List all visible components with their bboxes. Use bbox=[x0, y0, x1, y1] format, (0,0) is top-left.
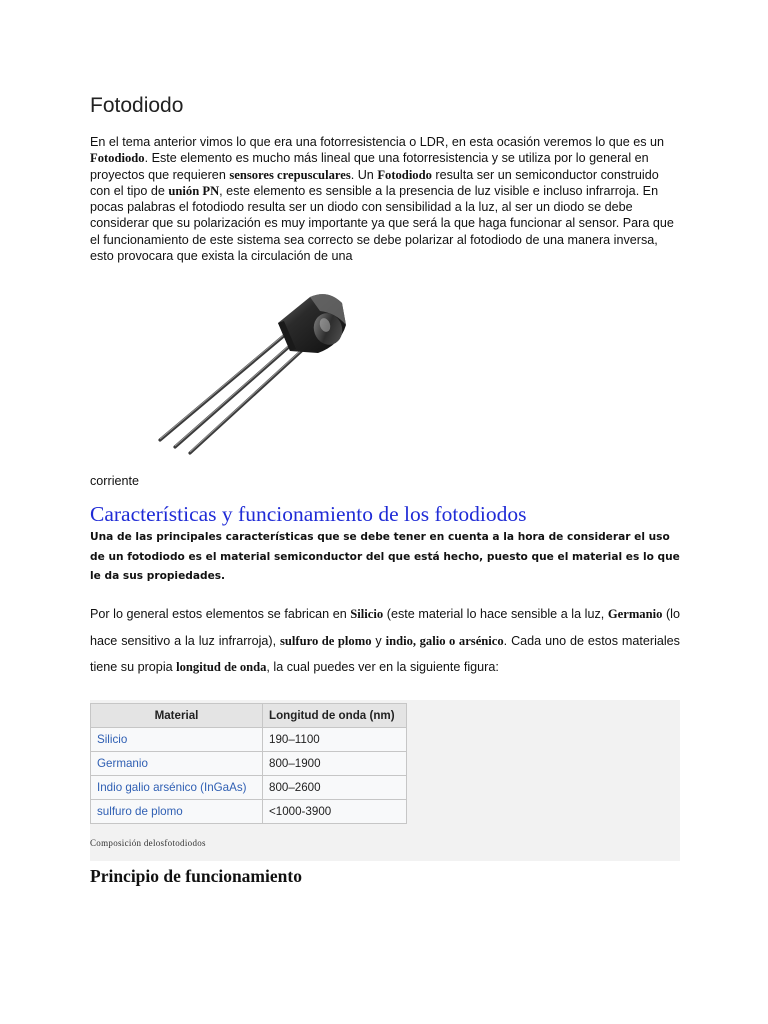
wavelength-cell: 190–1100 bbox=[263, 728, 407, 752]
table-header-material: Material bbox=[91, 704, 263, 728]
para2-text-4: y bbox=[371, 633, 386, 648]
photodiode-photo bbox=[150, 285, 360, 455]
intro-text-1: En el tema anterior vimos lo que era una fotorresistencia o LDR, en esta ocasión veremos lo que es un bbox=[90, 135, 665, 149]
para2-text-6: , la cual puedes ver en la siguiente figura: bbox=[266, 660, 499, 674]
para2-bold-indio: indio, galio o arsénico bbox=[385, 633, 504, 648]
intro-text-5: , este elemento es sensible a la presencia de luz visible e incluso infrarroja. En pocas palabras el fotodiodo resulta ser un diodo con sensibilidad a la luz, al ser un diodo se debe considerar que su polarización es muy importante ya que será la que haga funcionar al sensor. Para que el funcionamiento de este sistema sea correcto se debe polarizar al fotodiodo de una manera inversa, esto provocara que exista la circulación de una bbox=[90, 183, 674, 264]
materials-table bbox=[90, 703, 407, 824]
corriente-word: corriente bbox=[90, 474, 139, 488]
para2-text-2: (este material lo hace sensible a la luz, bbox=[383, 607, 608, 621]
para2-bold-longitud: longitud de onda bbox=[176, 660, 267, 674]
intro-bold-union-pn: unión PN bbox=[168, 183, 220, 198]
figure-caption: Composición delosfotodiodos bbox=[90, 838, 206, 848]
table-row bbox=[91, 800, 407, 824]
para2-text-5: . Cada uno de estos materiales tiene su propia bbox=[90, 633, 680, 674]
material-link[interactable]: sulfuro de plomo bbox=[91, 800, 263, 824]
para2-text-3: (lo hace sensitivo a la luz infrarroja), bbox=[90, 607, 680, 648]
para2-bold-silicio: Silicio bbox=[350, 607, 384, 621]
para2-bold-germanio: Germanio bbox=[607, 607, 663, 621]
wavelength-cell: 800–2600 bbox=[263, 776, 407, 800]
wavelength-cell: <1000-3900 bbox=[263, 800, 407, 824]
table-header-wavelength: Longitud de onda (nm) bbox=[263, 704, 407, 728]
page-title: Fotodiodo bbox=[90, 94, 184, 117]
lead-paragraph: Una de las principales características que se debe tener en cuenta a la hora de considerar el uso de un fotodiodo es el material semiconductor del que está hecho, puesto que el material es lo que le da sus propiedades. bbox=[90, 531, 680, 582]
materials-figure bbox=[90, 700, 680, 861]
table-row bbox=[91, 728, 407, 752]
intro-bold-sensores: sensores crepusculares bbox=[229, 167, 351, 182]
section-heading: Características y funcionamiento de los fotodiodos bbox=[90, 502, 527, 526]
table-row bbox=[91, 776, 407, 800]
intro-paragraph bbox=[90, 134, 680, 264]
intro-text-3: . Un bbox=[350, 167, 378, 182]
materials-paragraph bbox=[90, 601, 680, 681]
material-link[interactable]: Indio galio arsénico (InGaAs) bbox=[91, 776, 263, 800]
intro-bold-fotodiodo: Fotodiodo bbox=[90, 151, 145, 166]
para2-text-1: Por lo general estos elementos se fabrican en bbox=[90, 607, 351, 621]
intro-bold-fotodiodo-2: Fotodiodo bbox=[377, 167, 432, 182]
table-header-row bbox=[91, 704, 407, 728]
intro-text-4: resulta ser un semiconductor construido con el tipo de bbox=[90, 167, 659, 198]
wavelength-cell: 800–1900 bbox=[263, 752, 407, 776]
table-row bbox=[91, 752, 407, 776]
para2-bold-sulfuro: sulfuro de plomo bbox=[279, 633, 372, 648]
intro-text-2: . Este elemento es mucho más lineal que una fotorresistencia y se utiliza por lo general en proyectos que requieren bbox=[90, 151, 649, 182]
material-link[interactable]: Silicio bbox=[91, 728, 263, 752]
subheading: Principio de funcionamiento bbox=[90, 866, 302, 886]
material-link[interactable]: Germanio bbox=[91, 752, 263, 776]
